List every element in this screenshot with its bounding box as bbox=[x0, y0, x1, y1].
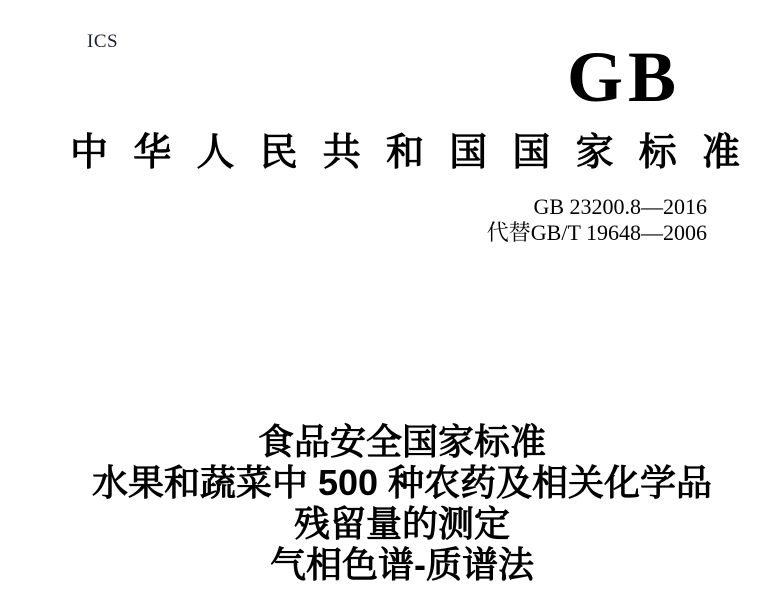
gb-standard-logo: GB bbox=[567, 37, 682, 117]
standard-number: GB 23200.8—2016 bbox=[533, 194, 707, 219]
document-title-block bbox=[20, 421, 784, 585]
title-line-2: 水果和蔬菜中 500 种农药及相关化学品 bbox=[91, 462, 713, 503]
title-line-1: 食品安全国家标准 bbox=[257, 421, 546, 462]
national-standard-heading: 中华人民共和国国家标准 bbox=[70, 132, 740, 174]
ics-label: ICS bbox=[87, 31, 119, 52]
title-line-3: 残留量的测定 bbox=[293, 503, 510, 544]
standard-number-block bbox=[487, 194, 707, 246]
title-line-4: 气相色谱-质谱法 bbox=[270, 544, 534, 585]
replaces-note: 代替GB/T 19648—2006 bbox=[486, 220, 707, 245]
